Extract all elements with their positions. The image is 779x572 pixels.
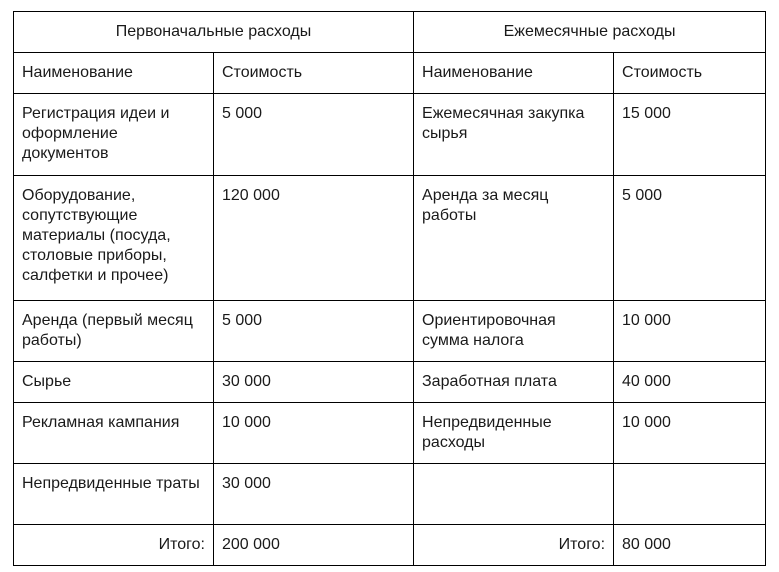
initial-cost-header: Стоимость — [214, 53, 414, 94]
monthly-item-name: Аренда за месяц работы — [414, 176, 614, 301]
initial-item-name: Регистрация идеи и оформление документов — [14, 94, 214, 176]
monthly-item-name: Ежемесячная закупка сырья — [414, 94, 614, 176]
initial-name-header: Наименование — [14, 53, 214, 94]
monthly-item-cost: 5 000 — [614, 176, 766, 301]
initial-total-label: Итого: — [14, 525, 214, 566]
expenses-table — [13, 11, 766, 566]
column-header-row — [14, 53, 766, 94]
initial-item-cost: 5 000 — [214, 94, 414, 176]
monthly-item-name — [414, 464, 614, 525]
table-row — [14, 362, 766, 403]
monthly-item-cost: 10 000 — [614, 403, 766, 464]
table-row — [14, 176, 766, 301]
initial-item-cost: 5 000 — [214, 301, 414, 362]
totals-row — [14, 525, 766, 566]
table-row — [14, 403, 766, 464]
initial-total-value: 200 000 — [214, 525, 414, 566]
monthly-cost-header: Стоимость — [614, 53, 766, 94]
table-row — [14, 464, 766, 525]
monthly-item-cost: 15 000 — [614, 94, 766, 176]
monthly-item-cost: 40 000 — [614, 362, 766, 403]
initial-item-name: Аренда (первый месяц работы) — [14, 301, 214, 362]
monthly-item-cost — [614, 464, 766, 525]
monthly-expenses-title: Ежемесячные расходы — [414, 12, 766, 53]
initial-item-cost: 10 000 — [214, 403, 414, 464]
monthly-item-cost: 10 000 — [614, 301, 766, 362]
monthly-total-label: Итого: — [414, 525, 614, 566]
initial-item-cost: 120 000 — [214, 176, 414, 301]
initial-item-cost: 30 000 — [214, 464, 414, 525]
monthly-total-value: 80 000 — [614, 525, 766, 566]
monthly-item-name: Заработная плата — [414, 362, 614, 403]
initial-item-cost: 30 000 — [214, 362, 414, 403]
section-header-row — [14, 12, 766, 53]
table-row — [14, 301, 766, 362]
initial-item-name: Оборудование, сопутствующие материалы (посуда, столовые приборы, салфетки и прочее) — [14, 176, 214, 301]
monthly-name-header: Наименование — [414, 53, 614, 94]
monthly-item-name: Непредвиденные расходы — [414, 403, 614, 464]
initial-expenses-title: Первоначальные расходы — [14, 12, 414, 53]
monthly-item-name: Ориентировочная сумма налога — [414, 301, 614, 362]
initial-item-name: Сырье — [14, 362, 214, 403]
initial-item-name: Рекламная кампания — [14, 403, 214, 464]
table-row — [14, 94, 766, 176]
initial-item-name: Непредвиденные траты — [14, 464, 214, 525]
